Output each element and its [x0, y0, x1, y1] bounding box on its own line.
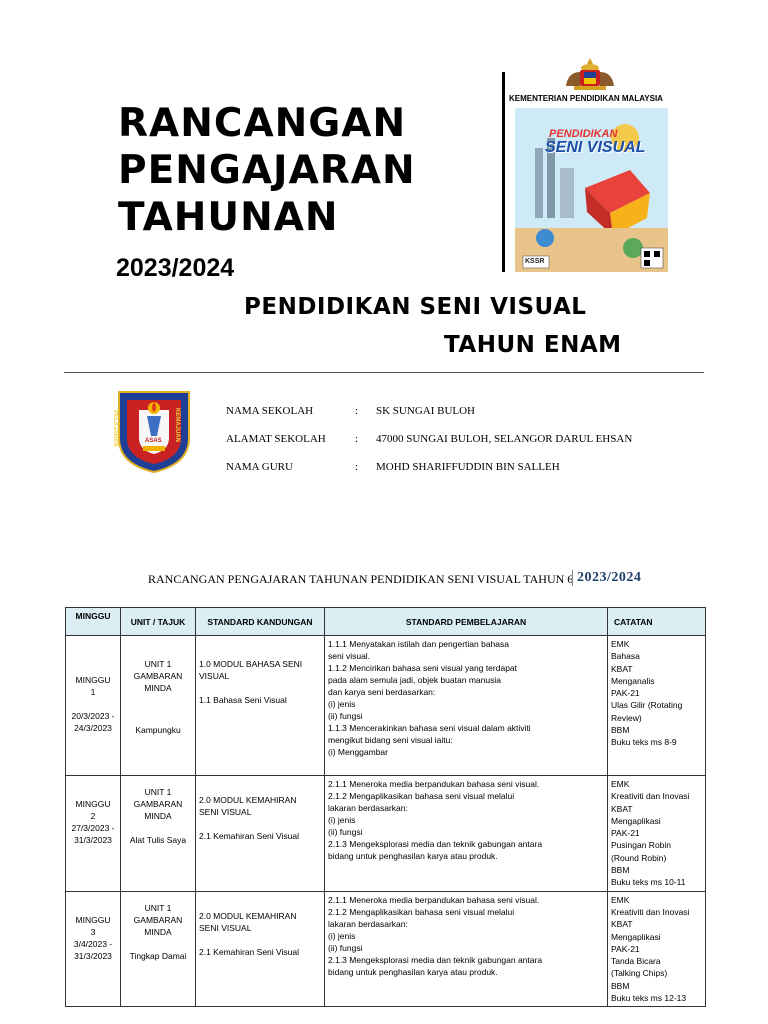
info-label-address: ALAMAT SEKOLAH — [226, 433, 326, 445]
title-line-1: RANCANGAN — [118, 101, 407, 146]
sp-line: 2.1.3 Mengeksplorasi media dan teknik gabungan antara — [328, 954, 543, 965]
date-line: 3/4/2023 - — [73, 938, 113, 949]
sk-line: SENI VISUAL — [199, 807, 252, 817]
sk-line: VISUAL — [199, 671, 230, 681]
date-line: 24/3/2023 — [74, 723, 112, 733]
info-value-teacher: MOHD SHARIFFUDDIN BIN SALLEH — [376, 461, 560, 473]
unit-line: MINDA — [144, 926, 172, 937]
sp-line: 2.1.1 Meneroka media berpandukan bahasa seni visual. — [328, 779, 540, 789]
notes-line: EMK — [611, 779, 630, 789]
notes-line: PAK-21 — [611, 828, 640, 839]
table-row — [66, 891, 706, 1007]
info-sep-address: : — [355, 433, 359, 445]
section-divider — [64, 372, 704, 373]
school-logo-center-text: ASAS — [145, 438, 162, 444]
sp-line: (i) Menggambar — [328, 747, 388, 757]
unit-topic: Tingkap Damai — [129, 950, 187, 961]
sp-line: (i) jenis — [328, 699, 356, 709]
ministry-label: KEMENTERIAN PENDIDIKAN MALAYSIA — [509, 94, 663, 103]
cell-unit — [121, 636, 196, 776]
info-sep-school: : — [355, 405, 359, 417]
date-line: 31/3/2023 — [74, 835, 112, 845]
sp-line: 2.1.1 Meneroka media berpandukan bahasa seni visual. — [328, 894, 540, 905]
week-line: MINGGU — [75, 675, 111, 685]
notes-line: Mengaplikasi — [611, 815, 661, 826]
rpt-table — [65, 607, 706, 1007]
sp-line: 1.1.2 Mencirikan bahasa seni visual yang terdapat — [328, 663, 518, 673]
info-sep-teacher: : — [355, 461, 359, 473]
notes-line: (Round Robin) — [611, 852, 667, 863]
cell-unit — [121, 891, 196, 1007]
spacer — [124, 938, 192, 950]
cell-standard-kandungan — [196, 891, 325, 1007]
header-sp: STANDARD PEMBELAJARAN — [325, 608, 608, 636]
notes-line: Kreativiti dan Inovasi — [611, 791, 690, 802]
notes-line: Tanda Bicara — [611, 956, 661, 967]
notes-line: Mengaplikasi — [611, 931, 661, 942]
sp-line: 2.1.2 Mengaplikasikan bahasa seni visual melalui — [328, 906, 515, 917]
info-label-teacher: NAMA GURU — [226, 461, 293, 473]
cell-notes — [608, 636, 706, 776]
unit-line: UNIT 1 — [144, 902, 172, 913]
header-sk: STANDARD KANDUNGAN — [196, 608, 325, 636]
cell-standard-pembelajaran — [325, 776, 608, 892]
sp-line: pada alam semula jadi, objek buatan manusia — [328, 675, 501, 685]
date-line: 31/3/2023 — [74, 950, 112, 961]
notes-line: KBAT — [611, 803, 633, 814]
sk-line: 1.1 Bahasa Seni Visual — [199, 695, 287, 705]
school-logo-left-text: PELAJARAN — [112, 410, 118, 447]
title-line-3: TAHUNAN — [118, 195, 339, 240]
sp-line: 2.1.3 Mengeksplorasi media dan teknik gabungan antara — [328, 839, 543, 849]
unit-topic: Kampungku — [135, 725, 181, 735]
notes-line: (Talking Chips) — [611, 968, 668, 979]
unit-line: GAMBARAN — [133, 914, 183, 925]
coat-of-arms-icon — [560, 56, 620, 92]
notes-line: BBM — [611, 865, 630, 876]
cell-week — [66, 636, 121, 776]
table-row — [66, 776, 706, 892]
subject-line-1: PENDIDIKAN SENI VISUAL — [244, 294, 587, 320]
sk-line: 2.1 Kemahiran Seni Visual — [199, 946, 300, 957]
notes-line: EMK — [611, 639, 630, 649]
unit-line: GAMBARAN — [133, 671, 183, 681]
sk-line: 2.0 MODUL KEMAHIRAN — [199, 910, 297, 921]
spacer — [69, 698, 117, 710]
sp-line: 2.1.2 Mengaplikasikan bahasa seni visual melalui — [328, 791, 515, 801]
week-line: 2 — [90, 811, 96, 821]
cell-week — [66, 776, 121, 892]
notes-line: Menganalis — [611, 675, 655, 686]
sp-line: lakaran berdasarkan: — [328, 918, 408, 929]
title-line-2: PENGAJARAN — [118, 148, 416, 193]
notes-line: Review) — [611, 712, 642, 723]
sk-line: 2.1 Kemahiran Seni Visual — [199, 831, 300, 841]
notes-line: Buku teks ms 12-13 — [611, 993, 687, 1004]
notes-line: EMK — [611, 894, 630, 905]
info-value-school: SK SUNGAI BULOH — [376, 405, 476, 417]
sp-line: 1.1.3 Mencerakinkan bahasa seni visual dalam aktiviti — [328, 723, 531, 733]
sp-line: seni visual. — [328, 651, 371, 661]
school-logo-right-text: KEMAJUAN — [174, 408, 180, 443]
spacer — [124, 822, 192, 834]
table-header-row — [66, 608, 706, 636]
cover-badge: KSSR — [525, 258, 545, 265]
notes-line: Bahasa — [611, 651, 640, 662]
cell-notes — [608, 891, 706, 1007]
sp-line: bidang untuk penghasilan karya atau produk. — [328, 851, 498, 861]
sp-line: (ii) fungsi — [328, 827, 363, 837]
sk-line: 1.0 MODUL BAHASA SENI — [199, 659, 303, 669]
notes-line: Kreativiti dan Inovasi — [611, 906, 690, 917]
notes-line: PAK-21 — [611, 943, 640, 954]
title-divider — [502, 72, 505, 272]
sk-line — [199, 934, 321, 946]
week-line: 3 — [90, 926, 96, 937]
sp-line: (i) jenis — [328, 815, 356, 825]
sk-line: SENI VISUAL — [199, 922, 252, 933]
week-line: MINGGU — [75, 799, 111, 809]
notes-line: Buku teks ms 8-9 — [611, 737, 677, 748]
unit-line: MINDA — [144, 683, 172, 693]
sk-line: 2.0 MODUL KEMAHIRAN — [199, 795, 297, 805]
cell-standard-kandungan — [196, 776, 325, 892]
school-logo-icon — [112, 388, 191, 474]
cell-notes — [608, 776, 706, 892]
title-year: 2023/2024 — [116, 254, 235, 282]
sp-line: mengikut bidang seni visual iaitu: — [328, 735, 453, 745]
notes-line: Ulas Gilir (Rotating — [611, 700, 683, 711]
cell-week — [66, 891, 121, 1007]
header-notes: CATATAN — [608, 608, 706, 636]
info-label-school: NAMA SEKOLAH — [226, 405, 314, 417]
notes-line: BBM — [611, 725, 630, 736]
cell-standard-pembelajaran — [325, 636, 608, 776]
sk-line — [199, 682, 321, 694]
cover-title-small: PENDIDIKAN — [549, 128, 618, 140]
sp-line: (i) jenis — [328, 930, 356, 941]
unit-line: UNIT 1 — [144, 659, 172, 669]
cover-title-big: SENI VISUAL — [545, 139, 646, 156]
week-line: 1 — [90, 687, 96, 697]
unit-line: MINDA — [144, 811, 172, 821]
notes-line: Pusingan Robin — [611, 840, 672, 851]
cell-standard-pembelajaran — [325, 891, 608, 1007]
notes-line: KBAT — [611, 919, 633, 930]
sp-line: bidang untuk penghasilan karya atau produk. — [328, 966, 498, 977]
header-unit: UNIT / TAJUK — [121, 608, 196, 636]
date-line: 20/3/2023 - — [71, 711, 115, 721]
table-row — [66, 636, 706, 776]
unit-line: GAMBARAN — [133, 799, 183, 809]
sk-line — [199, 818, 321, 830]
unit-topic: Alat Tulis Saya — [129, 835, 187, 845]
textbook-cover-image — [515, 108, 668, 272]
subject-line-2: TAHUN ENAM — [444, 332, 622, 358]
notes-line: Buku teks ms 10-11 — [611, 877, 686, 888]
sp-line: lakaran berdasarkan: — [328, 803, 408, 813]
week-line: MINGGU — [75, 914, 111, 925]
rpt-year: 2023/2024 — [572, 570, 641, 586]
rpt-heading: RANCANGAN PENGAJARAN TAHUNAN PENDIDIKAN SENI VISUAL TAHUN 6 — [148, 572, 574, 586]
date-line: 27/3/2023 - — [71, 823, 115, 833]
info-value-address: 47000 SUNGAI BULOH, SELANGOR DARUL EHSAN — [376, 433, 633, 445]
sp-line: 1.1.1 Menyatakan istilah dan pengertian bahasa — [328, 639, 509, 649]
sp-line: dan karya seni berdasarkan: — [328, 687, 436, 697]
sp-line: (ii) fungsi — [328, 942, 363, 953]
sp-line: (ii) fungsi — [328, 711, 363, 721]
header-week: MINGGU — [66, 608, 121, 636]
cell-standard-kandungan — [196, 636, 325, 776]
cell-unit — [121, 776, 196, 892]
spacer — [124, 694, 192, 724]
notes-line: PAK-21 — [611, 688, 640, 699]
notes-line: KBAT — [611, 663, 633, 674]
notes-line: BBM — [611, 980, 630, 991]
unit-line: UNIT 1 — [144, 787, 172, 797]
